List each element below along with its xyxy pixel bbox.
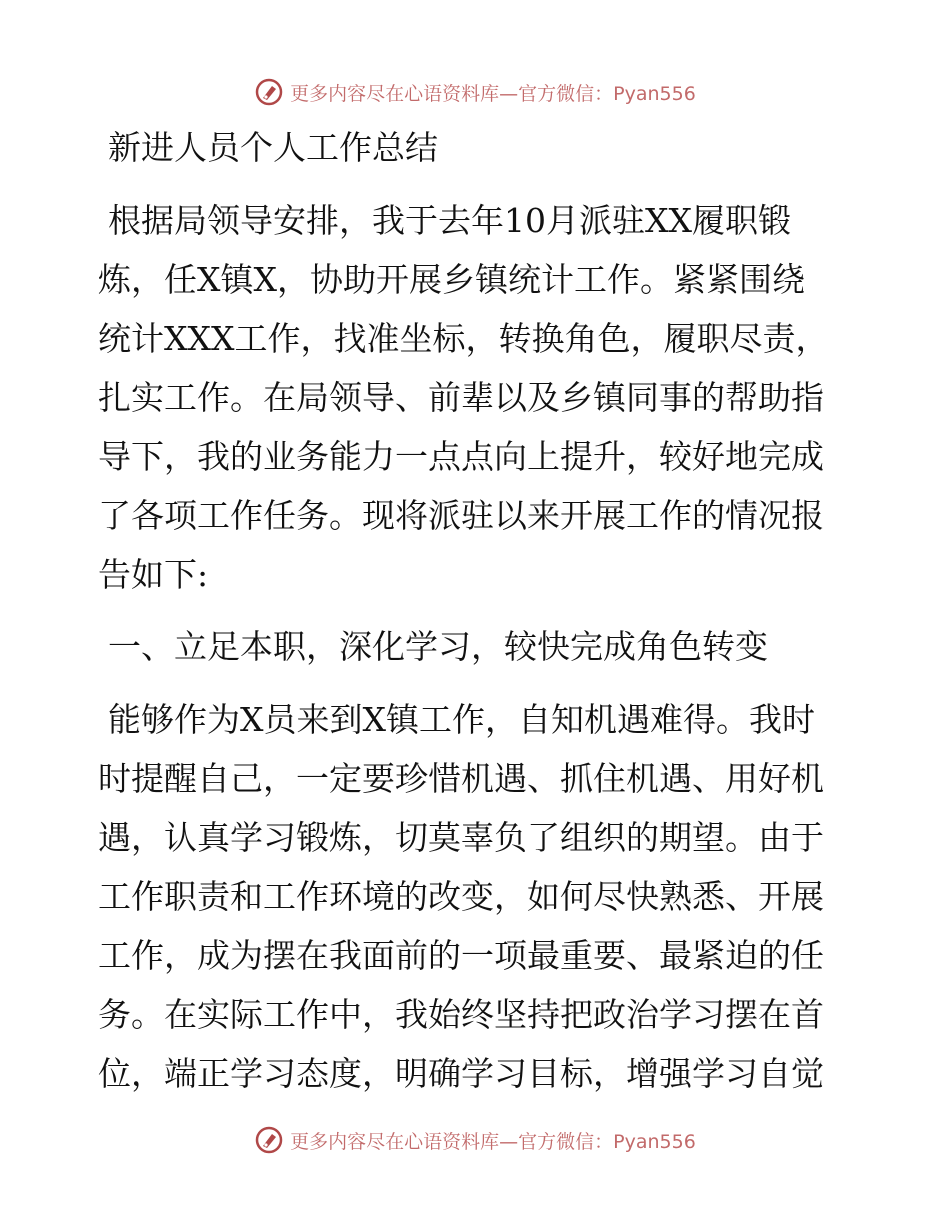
paragraph-2-line: 务。在实际工作中，我始终坚持把政治学习摆在首 <box>98 995 824 1034</box>
pen-nib-logo-icon <box>254 77 284 107</box>
watermark-text: 更多内容尽在心语资料库—官方微信：Pyan556 <box>290 82 696 105</box>
watermark-text: 更多内容尽在心语资料库—官方微信：Pyan556 <box>290 1130 696 1153</box>
document-title: 新进人员个人工作总结 <box>108 128 438 167</box>
paragraph-1-line: 告如下: <box>98 555 209 594</box>
paragraph-1-line: 统计XXX工作，找准坐标，转换角色，履职尽责， <box>98 319 829 358</box>
paragraph-1-line: 导下，我的业务能力一点点向上提升，较好地完成 <box>98 437 824 476</box>
paragraph-2-line: 工作，成为摆在我面前的一项最重要、最紧迫的任 <box>98 936 824 975</box>
paragraph-2-line: 遇，认真学习锻炼，切莫辜负了组织的期望。由于 <box>98 818 824 857</box>
paragraph-2-line: 位，端正学习态度，明确学习目标，增强学习自觉 <box>98 1054 824 1093</box>
paragraph-2-line: 工作职责和工作环境的改变，如何尽快熟悉、开展 <box>98 877 824 916</box>
pen-nib-logo-icon <box>254 1125 284 1155</box>
section-1-heading: 一、立足本职，深化学习，较快完成角色转变 <box>108 627 768 666</box>
paragraph-1-line: 根据局领导安排，我于去年10月派驻XX履职锻 <box>108 201 791 240</box>
paragraph-1-line: 炼，任X镇X，协助开展乡镇统计工作。紧紧围绕 <box>98 260 805 299</box>
watermark-banner-bottom <box>0 1120 950 1160</box>
paragraph-1-line: 了各项工作任务。现将派驻以来开展工作的情况报 <box>98 496 824 535</box>
watermark-banner-top <box>0 72 950 112</box>
paragraph-2-line: 能够作为X员来到X镇工作，自知机遇难得。我时 <box>108 700 815 739</box>
paragraph-1-line: 扎实工作。在局领导、前辈以及乡镇同事的帮助指 <box>98 378 824 417</box>
paragraph-2-line: 时提醒自己，一定要珍惜机遇、抓住机遇、用好机 <box>98 759 824 798</box>
